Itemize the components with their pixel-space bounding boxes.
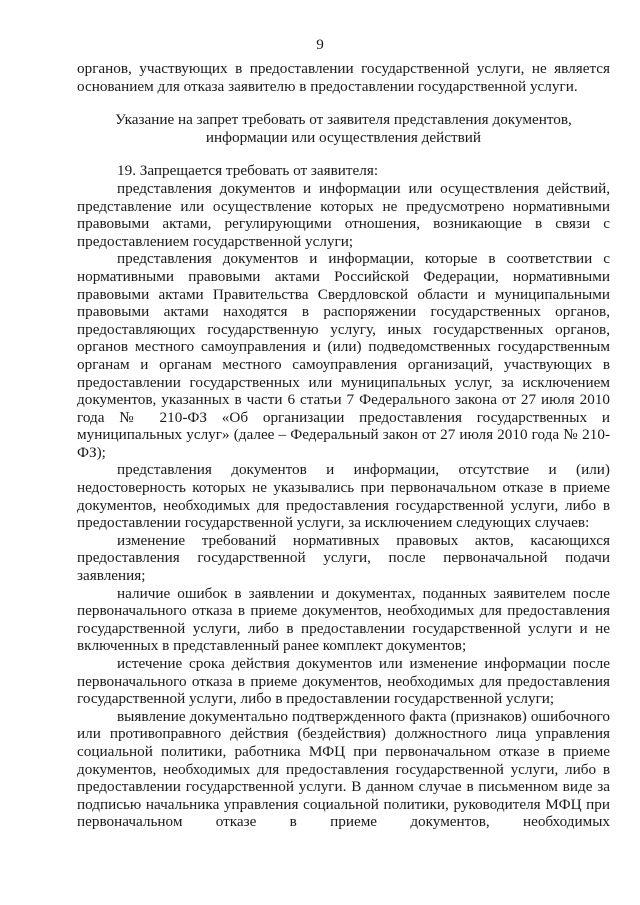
paragraph-19: 19. Запрещается требовать от заявителя: [117, 162, 379, 180]
paragraph-item: представления документов и информации или осуществления действий, представление или осуществление которых не предусмотрено нормативными правовыми актами, регулирующими отношения, возникающие в связи с предоставлением государственной услуги; [77, 179, 610, 250]
intro-paragraph: органов, участвующих в предоставлении государственной услуги, не является основанием для отказа заявителю в предоставлении государственной услуги. [77, 60, 610, 95]
section-heading-line-1: Указание на запрет требовать от заявителя представления документов, [115, 111, 572, 129]
paragraph-item: представления документов и информации, отсутствие и (или) недостоверность которых не указывались при первоначальном отказе в приеме документов, необходимых для предоставления государственной услуги, либо в предоставлении государственной услуги, за исключением следующих случаев: [77, 461, 610, 532]
paragraph-case: истечение срока действия документов или изменение информации после первоначального отказа в приеме документов, необходимых для предоставления государственной услуги, либо в предоставлении государственной услуги; [77, 655, 610, 708]
paragraph-case: наличие ошибок в заявлении и документах, поданных заявителем после первоначального отказа в приеме документов, необходимых для предоставления государственной услуги, либо в предоставлении государственной услуги и не включенных в представленный ранее комплект документов; [77, 584, 610, 655]
paragraph-item: представления документов и информации, которые в соответствии с нормативными правовыми актами Российской Федерации, нормативными правовыми актами Правительства Свердловской области и муниципальными правовыми актами находятся в распоряжении государственных органов, предоставляющих государственную услугу, иных государственных органов, органов местного самоуправления и (или) подведомственных государственным органам и органам местного самоуправления организаций, участвующих в предоставлении государственных или муниципальных услуг, за исключением документов, указанных в части 6 статьи 7 Федерального закона от 27 июля 2010 года № 210-ФЗ «Об организации предоставления государственных и муниципальных услуг» (далее – Федеральный закон от 27 июля 2010 года № 210-ФЗ); [77, 250, 610, 461]
paragraph-case: выявление документально подтвержденного факта (признаков) ошибочного или противоправного действия (бездействия) должностного лица управления социальной политики, работника МФЦ при первоначальном отказе в приеме документов, необходимых для предоставления государственной услуги, либо в предоставлении государственной услуги. В данном случае в письменном виде за подписью начальника управления социальной политики, руководителя МФЦ при первоначальном отказе в приеме документов, необходимых [77, 707, 610, 831]
page-number: 9 [316, 36, 324, 53]
paragraph-case: изменение требований нормативных правовых актов, касающихся предоставления государственной услуги, после первоначальной подачи заявления; [77, 531, 610, 585]
document-body [77, 60, 610, 831]
section-heading [77, 111, 610, 146]
section-heading-line-2: информации или осуществления действий [205, 128, 482, 146]
